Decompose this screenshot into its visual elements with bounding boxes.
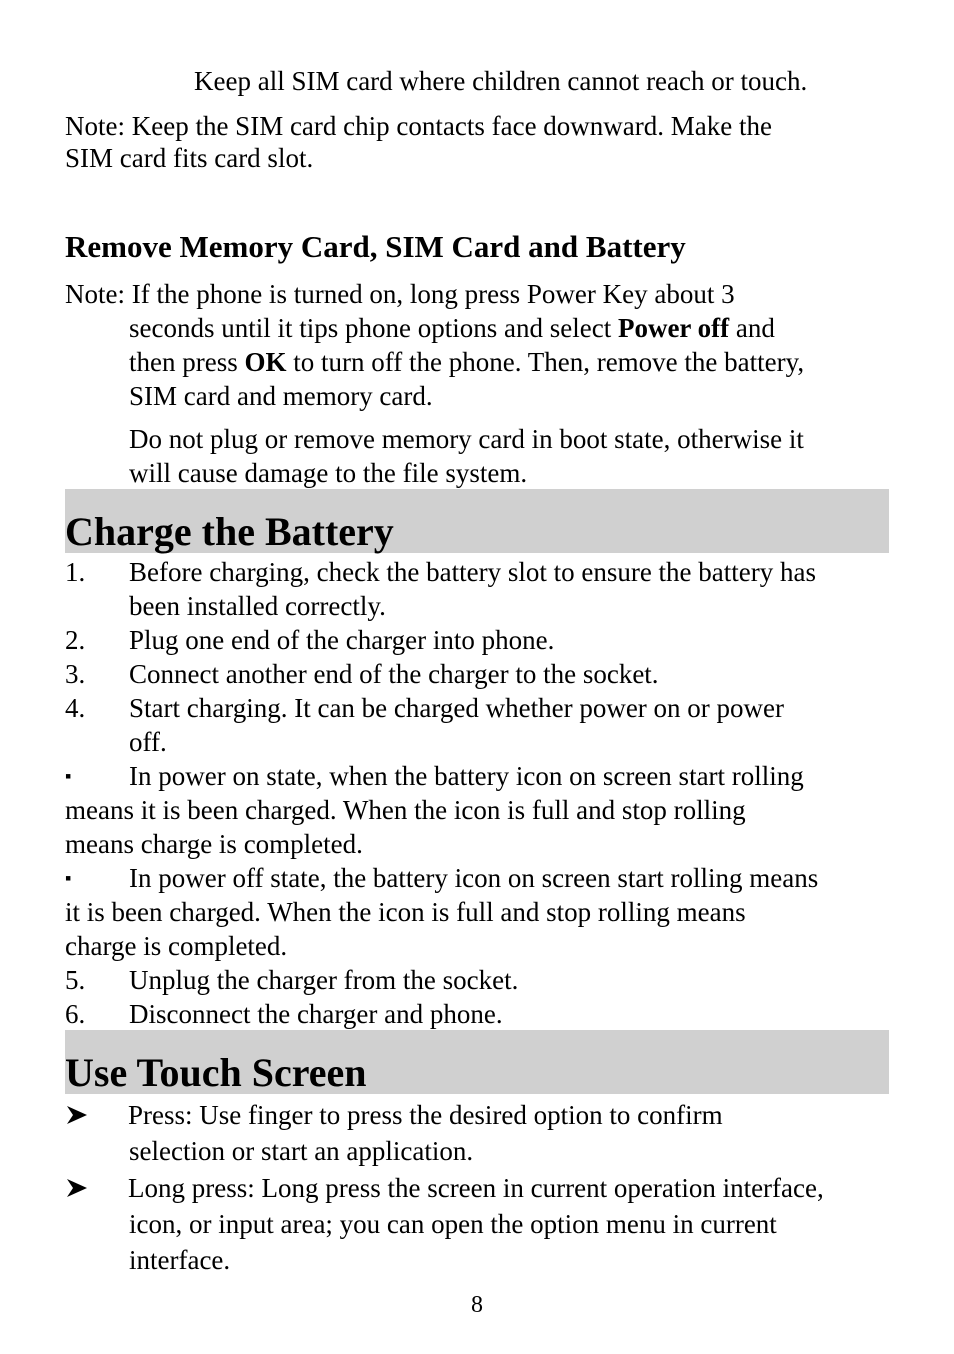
long-press-item-line-1: Long press: Long press the screen in current operation interface, (128, 1173, 824, 1203)
bullet-2-line-1: In power off state, the battery icon on screen start rolling means (129, 863, 819, 893)
step-1-line-2: been installed correctly. (129, 591, 386, 621)
step-1-line-1: Before charging, check the battery slot to ensure the battery has (129, 557, 816, 587)
page-number: 8 (471, 1292, 483, 1318)
step-5-line-1: Unplug the charger from the socket. (129, 965, 519, 995)
step-6-number: 6. (65, 999, 86, 1029)
step-4-line-2: off. (129, 727, 167, 757)
remove-note-line-1: Note: If the phone is turned on, long press Power Key about 3 (65, 279, 735, 309)
sim-note-line-1: Note: Keep the SIM card chip contacts face downward. Make the (65, 111, 772, 141)
bullet-2-line-2: it is been charged. When the icon is full and stop rolling means (65, 897, 746, 927)
charge-section-heading: Charge the Battery (65, 509, 394, 554)
bullet-2-square-icon: ▪ (65, 868, 72, 888)
bullet-2-line-3: charge is completed. (65, 931, 288, 961)
long-press-item-line-2: icon, or input area; you can open the option menu in current (129, 1209, 777, 1239)
remove-note-line-4: SIM card and memory card. (129, 381, 433, 411)
step-4-line-1: Start charging. It can be charged whether power on or power (129, 693, 785, 723)
arrow-bullet-icon (66, 1178, 88, 1198)
sim-note-line-2: SIM card fits card slot. (65, 143, 314, 173)
touch-section-heading: Use Touch Screen (65, 1050, 367, 1095)
remove-warning-line-2: will cause damage to the file system. (129, 458, 528, 488)
arrow-bullet-icon (66, 1105, 88, 1125)
remove-warning-line-1: Do not plug or remove memory card in boot state, otherwise it (129, 424, 804, 454)
step-2-number: 2. (65, 625, 86, 655)
step-2-line-1: Plug one end of the charger into phone. (129, 625, 555, 655)
step-3-line-1: Connect another end of the charger to the socket. (129, 659, 659, 689)
step-5-number: 5. (65, 965, 86, 995)
remove-section-heading: Remove Memory Card, SIM Card and Battery (65, 229, 686, 264)
remove-note-line-3: then press OK to turn off the phone. Then, remove the battery, (129, 347, 805, 377)
power-off-label: Power off (617, 313, 730, 343)
sim-safety-warning: Keep all SIM card where children cannot reach or touch. (194, 66, 808, 96)
press-item-line-1: Press: Use finger to press the desired option to confirm (128, 1100, 723, 1130)
remove-note-line-2: seconds until it tips phone options and select Power off and (129, 313, 775, 343)
bullet-1-line-2: means it is been charged. When the icon is full and stop rolling (65, 795, 746, 825)
step-4-number: 4. (65, 693, 86, 723)
step-6-line-1: Disconnect the charger and phone. (129, 999, 503, 1029)
long-press-item-line-3: interface. (129, 1245, 231, 1275)
bullet-1-line-1: In power on state, when the battery icon on screen start rolling (129, 761, 804, 791)
bullet-1-line-3: means charge is completed. (65, 829, 363, 859)
bullet-1-square-icon: ▪ (65, 766, 72, 786)
step-1-number: 1. (65, 557, 86, 587)
step-3-number: 3. (65, 659, 86, 689)
ok-label: OK (244, 347, 287, 377)
press-item-line-2: selection or start an application. (129, 1136, 474, 1166)
